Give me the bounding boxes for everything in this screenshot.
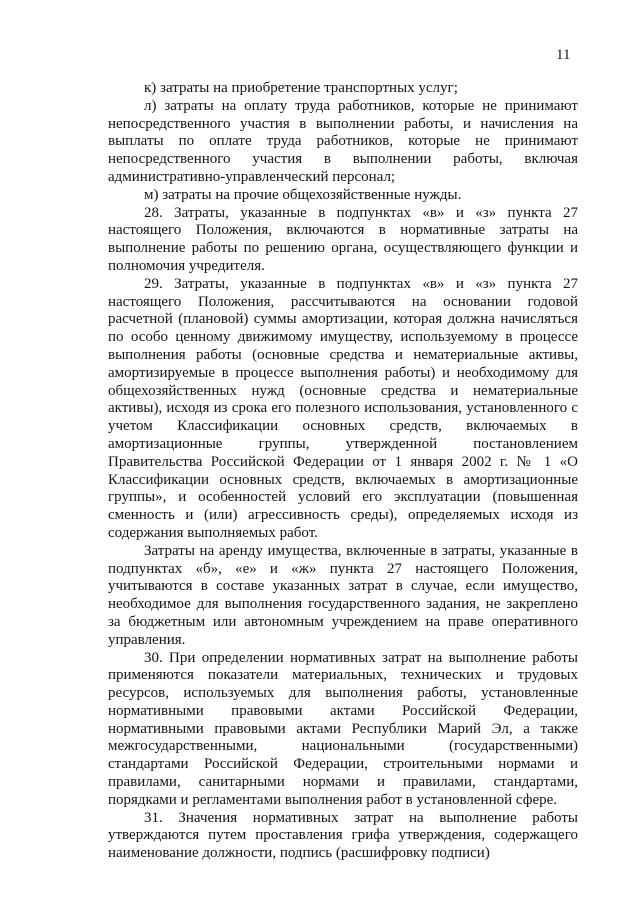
paragraph-clause-30: 30. При определении нормативных затрат на выполнение работы применяются показатели материальных, технических и трудовых ресурсов, используемых для выполнения работы, установленные нормативными правовыми актами Российской Федерации, нормативными правовыми актами Республики Марий Эл, а также межгосударственными, национальными (государственными) стандартами Российской Федерации, строительными нормами и правилами, санитарными нормами и правилами, стандартами, порядками и регламентами выполнения работ в установленной сфере. xyxy=(108,649,578,808)
paragraph-clause-28: 28. Затраты, указанные в подпунктах «в» и «з» пункта 27 настоящего Положения, включаются в нормативные затраты на выполнение работы по решению органа, осуществляющего функции и полномочия учредителя. xyxy=(108,204,578,274)
paragraph-item-m: м) затраты на прочие общехозяйственные нужды. xyxy=(144,186,462,203)
paragraph-clause-29-rent: Затраты на аренду имущества, включенные в затраты, указанные в подпунктах «б», «е» и «ж» пункта 27 настоящего Положения, учитываются в составе указанных затрат в случае, если имущество, необходимое для выполнения государственного задания, не закреплено за бюджетным или автономным учреждением на праве оперативного управления. xyxy=(108,542,578,648)
paragraph-clause-31: 31. Значения нормативных затрат на выполнение работы утверждаются путем проставления грифа утверждения, содержащего наименование должности, подпись (расшифровку подписи) xyxy=(108,809,578,862)
paragraph-item-k: к) затраты на приобретение транспортных услуг; xyxy=(144,80,458,96)
document-body xyxy=(108,80,578,863)
paragraph-clause-29: 29. Затраты, указанные в подпунктах «в» и «з» пункта 27 настоящего Положения, рассчитываются на основании годовой расчетной (плановой) суммы амортизации, которая должна начисляться по особо ценному движимому имуществу, используемому в процессе выполнения работы (основные средства и нематериальные активы, амортизируемые в процессе выполнения работы) и необходимому для общехозяйственных нужд (основные средства и нематериальные активы), исходя из срока его полезного использования, установленного с учетом Классификации основных средств, включаемых в амортизационные группы, утвержденной постановлением Правительства Российской Федерации от 1 января 2002 г. № 1 «О Классификации основных средств, включаемых в амортизационные группы», и особенностей условий его эксплуатации (повышенная сменность и (или) агрессивность среды), определяемых исходя из содержания выполняемых работ. xyxy=(108,275,578,541)
paragraph-item-l: л) затраты на оплату труда работников, которые не принимают непосредственного участия в выполнении работы, и начисления на выплаты по оплате труда работников, которые не принимают непосредственного участия в выполнении работы, включая административно-управленческий персонал; xyxy=(108,97,578,185)
page-number: 11 xyxy=(556,47,571,63)
